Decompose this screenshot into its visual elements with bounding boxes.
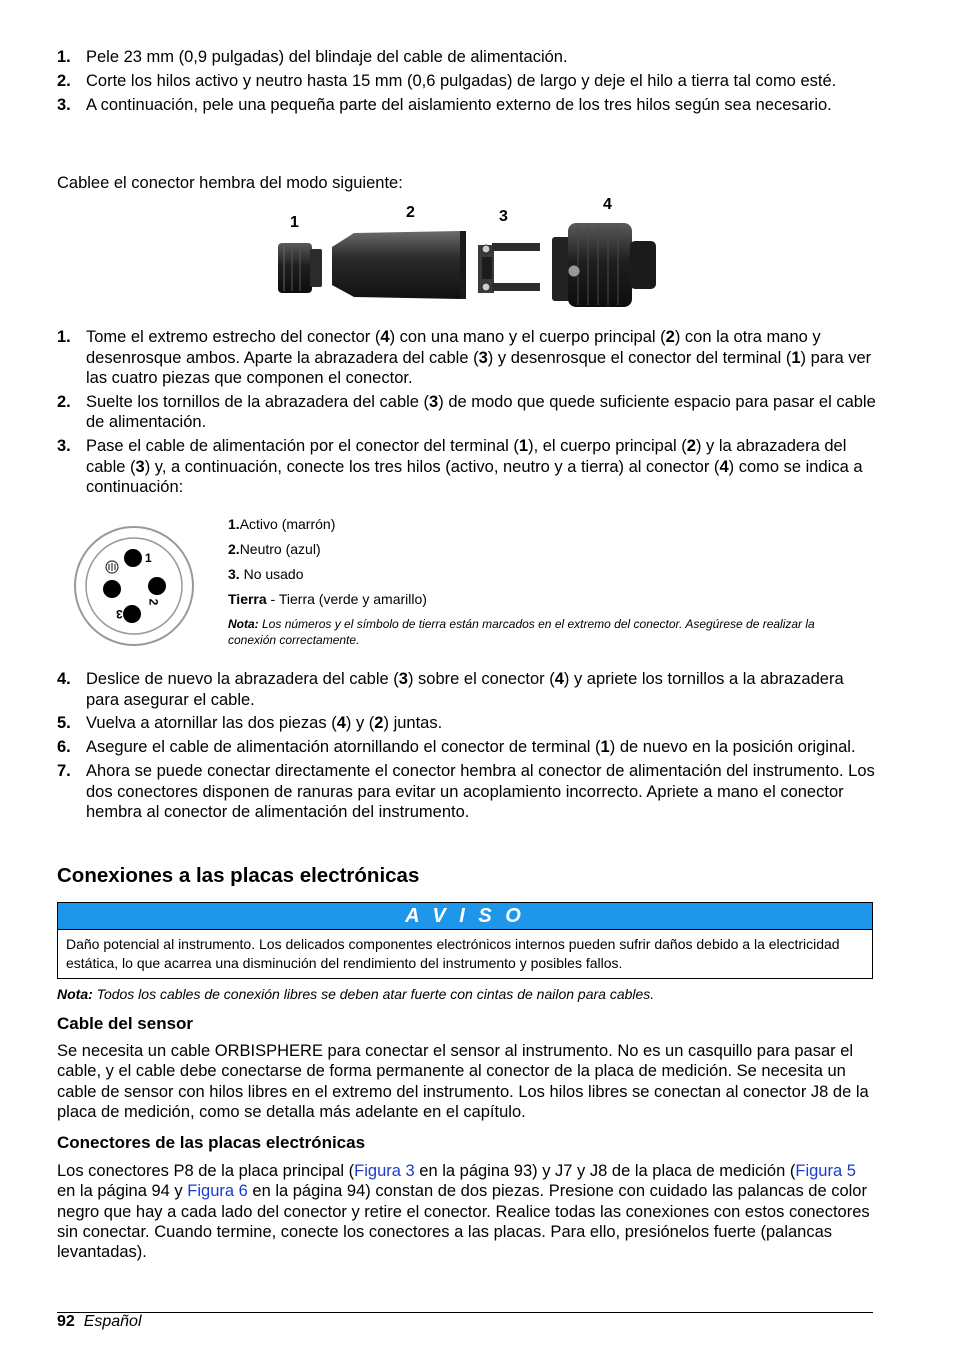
figure-6-link[interactable]: Figura 6 [187, 1182, 248, 1201]
list-item: 2. Suelte los tornillos de la abrazadera del cable (3) de modo que quede suficiente espacio para pasar el cable de alimentación. [57, 392, 876, 432]
legend-item-2: 2.Neutro (azul) [228, 541, 321, 557]
steps-list-finish [57, 669, 877, 826]
list-item: 5. Vuelva a atornillar las dos piezas (4) y (2) juntas. [57, 714, 443, 733]
notice-text: Daño potencial al instrumento. Los delicados componentes electrónicos internos pueden sufrir daños debido a la electricidad estática, lo que acarrea una disminución del rendimiento del instrumento y posibles fallos. [66, 936, 840, 971]
list-item-number: 5. [57, 714, 71, 733]
figure-label-3: 3 [499, 208, 508, 225]
legend-item-ground: Tierra - Tierra (verde y amarillo) [228, 591, 427, 607]
legend-note: Nota: Los números y el símbolo de tierra están marcados en el extremo del conector. Asegúrese de realizar la conexión correctamente. [228, 617, 815, 647]
footer-language: Español [83, 1313, 142, 1330]
pin-label-1: 1 [145, 551, 152, 565]
ground-symbol-icon [106, 561, 118, 573]
steps-list-prep [57, 47, 877, 119]
figure-3-link[interactable]: Figura 3 [354, 1162, 415, 1180]
legend-item-1: 1.Activo (marrón) [228, 516, 336, 532]
figure-5-link[interactable]: Figura 5 [795, 1162, 856, 1180]
list-item: 7. Ahora se puede conectar directamente el conector hembra al conector de alimentación del instrumento. Los dos conectores disponen de ranuras para evitar un acoplamiento incorrecto. Apriete a mano el conector hembra al conector de alimentación del instrumento. [57, 762, 875, 822]
list-item-number: 6. [57, 738, 71, 757]
wire-intro: Cablee el conector hembra del modo siguiente: [57, 174, 403, 192]
footer-divider [57, 1312, 873, 1313]
list-item-number: 7. [57, 762, 71, 781]
pin-legend [228, 514, 848, 648]
pin-label-2: 2 [146, 598, 161, 606]
list-item: 2. Corte los hilos activo y neutro hasta 15 mm (0,6 pulgadas) de largo y deje el hilo a tierra tal como esté. [57, 71, 837, 90]
legend-item-3: 3. No usado [228, 566, 304, 582]
list-item-number: 1. [57, 48, 71, 66]
figure-label-2: 2 [406, 204, 415, 221]
list-item-number: 4. [57, 670, 71, 688]
list-item: 1. Tome el extremo estrecho del conector (4) con una mano y el cuerpo principal (2) con la otra mano y desenrosque ambos. Aparte la abrazadera del cable (3) y desenrosque el conector del terminal (1) para ver las cuatro piezas que componen el conector. [57, 328, 872, 387]
sensor-cable-text: Se necesita un cable ORBISPHERE para conectar el sensor al instrumento. No es un casquillo para pasar el cable, y el cable debe conectarse de forma permanente al conector de la placa de medición. Se necesita un cable de sensor con hilos libres en el extremo del instrumento. Los hilos libres se conectan al conector J8 de la placa de medición, como se detalla más adelante en el capítulo. [57, 1042, 869, 1121]
notice-title: A V I S O [58, 903, 872, 930]
list-item: 6. Asegure el cable de alimentación atornillando el conector de terminal (1) de nuevo en la posición original. [57, 738, 856, 757]
connector-face-illustration [72, 524, 196, 648]
figure-label-4: 4 [603, 196, 612, 213]
page-number: 92 [57, 1313, 75, 1330]
part-cable-clamp [478, 243, 540, 293]
list-item-number: 3. [57, 437, 71, 456]
figure-label-1: 1 [290, 214, 299, 231]
part-connector [552, 223, 656, 307]
notice-box [57, 902, 873, 979]
sensor-cable-heading: Cable del sensor [57, 1014, 194, 1033]
section-title: Conexiones a las placas electrónicas [57, 864, 420, 887]
list-item: 3. A continuación, pele una pequeña parte del aislamiento externo de los tres hilos según sea necesario. [57, 95, 832, 114]
steps-list-assembly [57, 327, 877, 501]
list-item: 1. Pele 23 mm (0,9 pulgadas) del blindaje del cable de alimentación. [57, 48, 568, 66]
page-footer [57, 1313, 142, 1331]
cable-tie-note: Nota: Todos los cables de conexión libres se deben atar fuerte con cintas de nailon para cables. [57, 986, 655, 1002]
part-main-body [332, 231, 466, 299]
list-item-number: 3. [57, 95, 71, 114]
list-item: 4. Deslice de nuevo la abrazadera del cable (3) sobre el conector (4) y apriete los tornillos a la abrazadera para asegurar el cable. [57, 670, 844, 709]
board-connectors-text: Los conectores P8 de la placa principal (Figura 3 en la página 93) y J7 y J8 de la placa de medición (Figura 5 en la página 94 y Figura 6 en la página 94) constan de dos piezas. Presione con cuidado las palancas de color negro que hay a cada lado del conector y retire el conector. Realice todas las conexiones con estos conectores sin conectar. Cuando termine, conecte los conectores a las placas. Para ello, presiónelos fuerte (palancas levantadas). [57, 1162, 870, 1262]
pin-diagram [72, 524, 196, 648]
list-item: 3. Pase el cable de alimentación por el conector del terminal (1), el cuerpo principal (2) y la abrazadera del cable (3) y, a continuación, conecte los tres hilos (activo, neutro y a tierra) al conector (4) como se indica a continuación: [57, 437, 863, 497]
list-item-number: 1. [57, 328, 71, 346]
part-terminal-connector [278, 243, 322, 293]
board-connectors-heading: Conectores de las placas electrónicas [57, 1133, 366, 1152]
list-item-number: 2. [57, 392, 71, 411]
pin-label-3: 3 [116, 607, 123, 621]
list-item-number: 2. [57, 71, 71, 90]
